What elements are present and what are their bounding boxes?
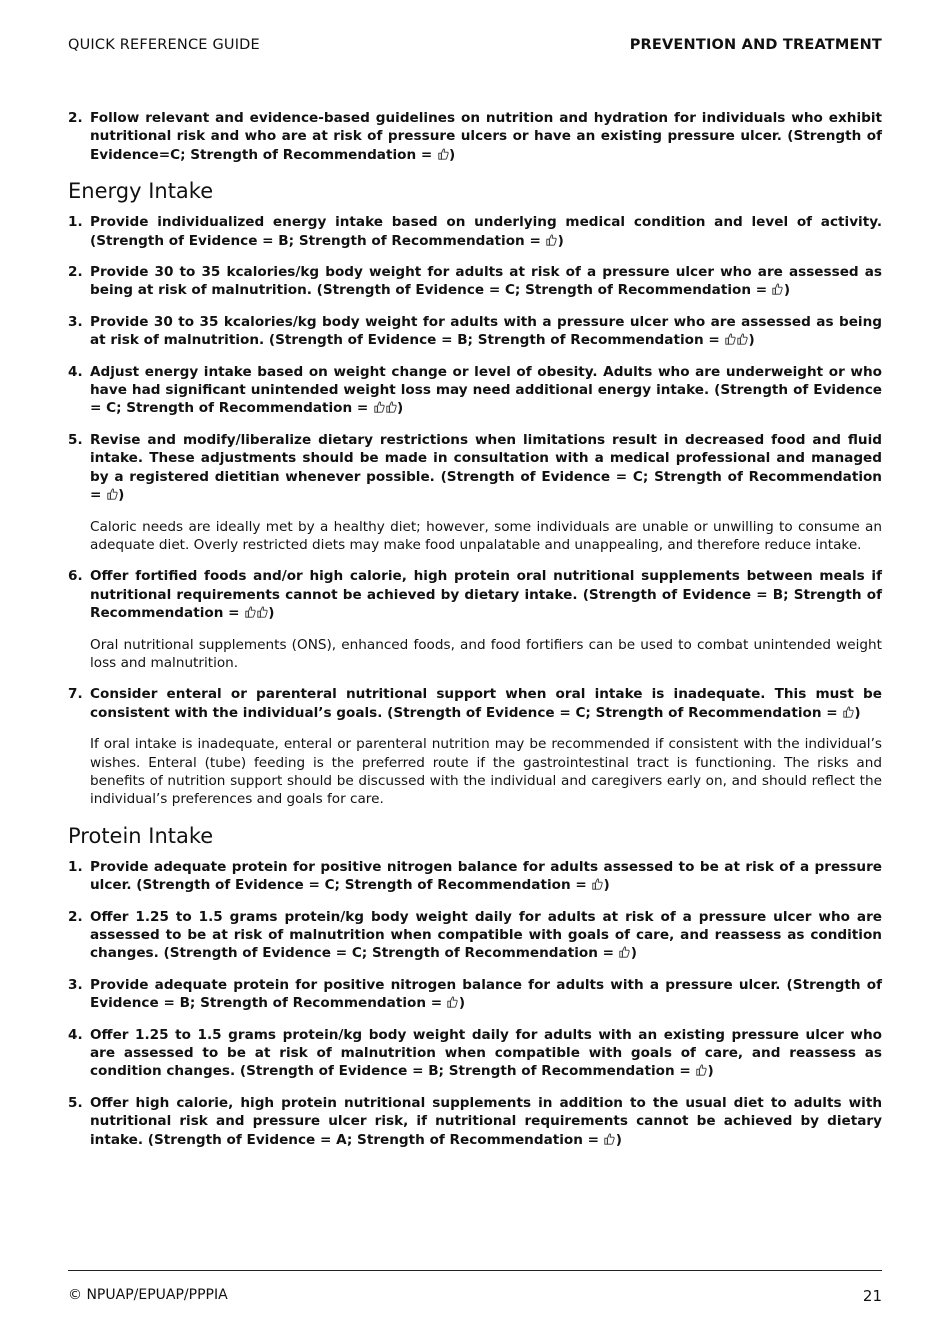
header-section-title: PREVENTION AND TREATMENT bbox=[629, 37, 882, 53]
list-item bbox=[68, 431, 882, 554]
close-paren: ) bbox=[449, 146, 456, 163]
item-text: Follow relevant and evidence-based guidelines on nutrition and hydration for individuals who exhibit nutritional risk and who are at risk of pressure ulcers or have an existing pressure ulcer. (Strength of Evidence=C; Strength of Recommendation = bbox=[90, 110, 882, 163]
energy-list bbox=[68, 213, 882, 809]
list-item bbox=[68, 213, 882, 250]
close-paren: ) bbox=[603, 877, 610, 894]
list-item bbox=[68, 908, 882, 963]
list-item bbox=[68, 567, 882, 672]
close-paren: ) bbox=[630, 945, 637, 962]
list-item bbox=[68, 109, 882, 164]
protein-intake-heading: Protein Intake bbox=[68, 823, 214, 848]
item-text: Provide individualized energy intake based on underlying medical condition and level of activity. (Strength of Evidence = B; Strength of Recommendation = bbox=[90, 214, 882, 249]
close-paren: ) bbox=[458, 995, 466, 1012]
thumbs-up-icon bbox=[696, 1064, 707, 1076]
close-paren: ) bbox=[557, 232, 564, 249]
item-number: 7. bbox=[68, 686, 83, 703]
page-number: 21 bbox=[862, 1287, 882, 1305]
close-paren: ) bbox=[118, 487, 125, 504]
thumbs-up-icon bbox=[386, 401, 397, 413]
close-paren: ) bbox=[615, 1131, 623, 1148]
close-paren: ) bbox=[707, 1063, 714, 1080]
list-item bbox=[68, 685, 882, 808]
thumbs-up-icon bbox=[725, 333, 736, 345]
list-item bbox=[68, 313, 882, 350]
header-guide-title: QUICK REFERENCE GUIDE bbox=[68, 37, 260, 53]
thumbs-up-icon bbox=[737, 333, 748, 345]
item-text: Consider enteral or parenteral nutritional support when oral intake is inadequate. This must be consistent with the individual’s goals. (Strength of Evidence = C; Strength of Recommendation = bbox=[90, 686, 882, 721]
page-content bbox=[68, 109, 882, 1162]
item-number: 5. bbox=[68, 1094, 83, 1111]
energy-intake-heading: Energy Intake bbox=[68, 179, 214, 204]
item-number: 1. bbox=[68, 214, 83, 231]
thumbs-up-icon bbox=[619, 946, 630, 958]
list-item bbox=[68, 363, 882, 418]
thumbs-up-icon bbox=[772, 283, 783, 295]
protein-list bbox=[68, 858, 882, 1149]
footer-copyright: © NPUAP/EPUAP/PPPIA bbox=[68, 1287, 228, 1303]
item-number: 3. bbox=[68, 976, 83, 993]
item-text: Provide adequate protein for positive nitrogen balance for adults assessed to be at risk of a pressure ulcer. (Strength of Evidence = C; Strength of Recommendation = bbox=[90, 858, 882, 894]
item-text: Revise and modify/liberalize dietary restrictions when limitations result in decreased food and fluid intake. These adjustments should be made in consultation with a medical professional and managed by a registered dietitian whenever possible. (Strength of Evidence = C; Strength of Recommendation = bbox=[90, 431, 882, 504]
item-text: Provide 30 to 35 kcalories/kg body weight for adults at risk of a pressure ulcer who are assessed as being at risk of malnutrition. (Strength of Evidence = C; Strength of Recommendation = bbox=[90, 264, 882, 299]
item-text: Offer 1.25 to 1.5 grams protein/kg body weight daily for adults at risk of a pressure ulcer who are assessed to be at risk of malnutrition when compatible with goals of care, and reassess as condition changes. (Strength of Evidence = C; Strength of Recommendation = bbox=[90, 908, 882, 962]
item-number: 4. bbox=[68, 363, 83, 380]
close-paren: ) bbox=[854, 704, 861, 721]
item-note: If oral intake is inadequate, enteral or parenteral nutrition may be recommended if consistent with the individual’s wishes. Enteral (tube) feeding is the preferred route if the gastrointestinal tract is functioning. The risks and benefits of nutrition support should be discussed with the individual and caregivers early on, and should reflect the individual’s preferences and goals for care. bbox=[90, 736, 882, 808]
thumbs-up-icon bbox=[374, 401, 385, 413]
item-note: Oral nutritional supplements (ONS), enhanced foods, and food fortifiers can be used to combat unintended weight loss and malnutrition. bbox=[90, 636, 882, 671]
item-text: Provide adequate protein for positive nitrogen balance for adults with a pressure ulcer. (Strength of Evidence = B; Strength of Recommendation = bbox=[90, 976, 882, 1012]
item-note: Caloric needs are ideally met by a healthy diet; however, some individuals are unable or unwilling to consume an adequate diet. Overly restricted diets may make food unpalatable and unappealing, and therefore reduce intake. bbox=[90, 518, 882, 553]
thumbs-up-icon bbox=[257, 606, 268, 618]
thumbs-up-icon bbox=[107, 488, 118, 500]
item-number: 4. bbox=[68, 1026, 83, 1043]
thumbs-up-icon bbox=[438, 148, 449, 160]
page-header bbox=[68, 37, 882, 57]
page-footer bbox=[68, 1270, 882, 1305]
item-number: 1. bbox=[68, 858, 83, 875]
list-item bbox=[68, 858, 882, 895]
close-paren: ) bbox=[268, 605, 275, 622]
list-item bbox=[68, 976, 882, 1013]
close-paren: ) bbox=[748, 332, 755, 349]
item-text: Provide 30 to 35 kcalories/kg body weight for adults with a pressure ulcer who are assessed as being at risk of malnutrition. (Strength of Evidence = B; Strength of Recommendation = bbox=[90, 313, 882, 349]
item-number: 6. bbox=[68, 568, 83, 585]
list-item bbox=[68, 1026, 882, 1081]
thumbs-up-icon bbox=[592, 878, 603, 890]
intro-list bbox=[68, 109, 882, 164]
close-paren: ) bbox=[397, 400, 404, 417]
item-number: 2. bbox=[68, 264, 83, 281]
list-item bbox=[68, 263, 882, 300]
thumbs-up-icon bbox=[447, 996, 458, 1008]
item-number: 3. bbox=[68, 313, 83, 330]
thumbs-up-icon bbox=[245, 606, 256, 618]
thumbs-up-icon bbox=[546, 234, 557, 246]
item-text: Offer fortified foods and/or high calorie, high protein oral nutritional supplements between meals if nutritional requirements cannot be achieved by dietary intake. (Strength of Evidence = B; Strength of Recommendation = bbox=[90, 568, 882, 622]
item-text: Adjust energy intake based on weight change or level of obesity. Adults who are underweight or who have had significant unintended weight loss may need additional energy intake. (Strength of Evidence = C; Strength of Recommendation = bbox=[90, 363, 882, 417]
close-paren: ) bbox=[783, 282, 791, 299]
item-number: 2. bbox=[68, 908, 83, 925]
item-number: 5. bbox=[68, 431, 83, 448]
thumbs-up-icon bbox=[843, 706, 854, 718]
thumbs-up-icon bbox=[604, 1133, 615, 1145]
item-text: Offer high calorie, high protein nutritional supplements in addition to the usual diet to adults with nutritional risk and pressure ulcer risk, if nutritional requirements cannot be achieved by dietary intake. (Strength of Evidence = A; Strength of Recommendation = bbox=[90, 1094, 882, 1148]
item-number: 2. bbox=[68, 110, 83, 126]
item-text: Offer 1.25 to 1.5 grams protein/kg body weight daily for adults with an existing pressure ulcer who are assessed to be at risk of malnutrition when compatible with goals of care, and reassess as condition changes. (Strength of Evidence = B; Strength of Recommendation = bbox=[90, 1026, 882, 1080]
list-item bbox=[68, 1094, 882, 1149]
